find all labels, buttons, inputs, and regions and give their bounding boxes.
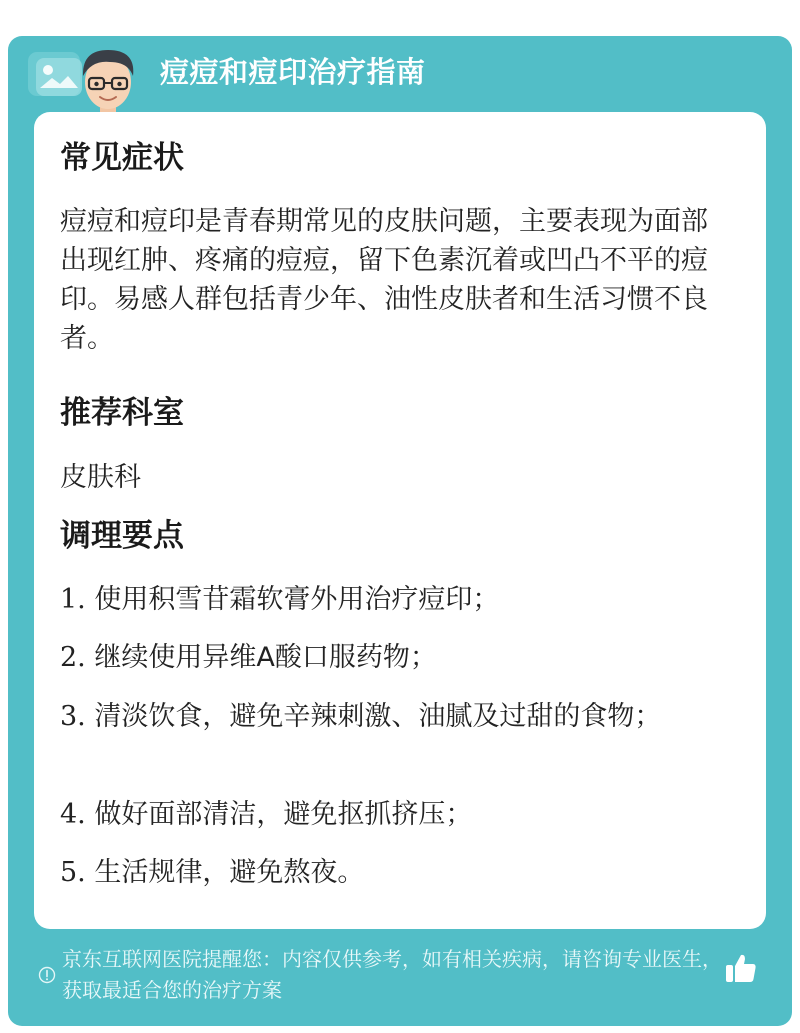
page-title: 痘痘和痘印治疗指南 [160, 55, 426, 89]
care-item [60, 638, 720, 677]
thumbs-up-icon[interactable] [724, 951, 758, 985]
care-item-text: 清淡饮食，避免辛辣刺激、油腻及过甜的食物； [94, 701, 662, 732]
care-item-text: 生活规律，避免熬夜。 [94, 857, 365, 888]
symptoms-text: 痘痘和痘印是青春期常见的皮肤问题，主要表现为面部出现红肿、疼痛的痘痘，留下色素沉着或凹凸不平的痘印。易感人群包括青少年、油性皮肤者和生活习惯不良者。 [60, 206, 708, 354]
care-item-text: 使用积雪苷霜软膏外用治疗痘印； [94, 584, 500, 615]
care-item-number: 3. [60, 701, 86, 732]
care-item-text: 做好面部清洁，避免抠抓挤压； [94, 799, 473, 830]
care-item-number: 4. [60, 799, 86, 830]
care-item [60, 795, 720, 834]
department-text: 皮肤科 [60, 462, 141, 493]
care-item-number: 1. [60, 584, 86, 615]
care-item-text: 继续使用异维A酸口服药物； [94, 642, 437, 673]
care-item [60, 697, 720, 736]
care-item-number: 2. [60, 642, 86, 673]
care-item [60, 580, 720, 619]
content-card [34, 112, 766, 929]
symptoms-heading: 常见症状 [60, 140, 184, 176]
care-item [60, 853, 720, 892]
care-heading: 调理要点 [60, 518, 184, 554]
guide-panel [8, 36, 792, 1026]
care-item-number: 5. [60, 857, 86, 888]
disclaimer-text: 京东互联网医院提醒您：内容仅供参考，如有相关疾病，请咨询专业医生，获取最适合您的治疗方案 [62, 947, 722, 1002]
info-icon [38, 966, 56, 984]
department-heading: 推荐科室 [60, 395, 184, 431]
